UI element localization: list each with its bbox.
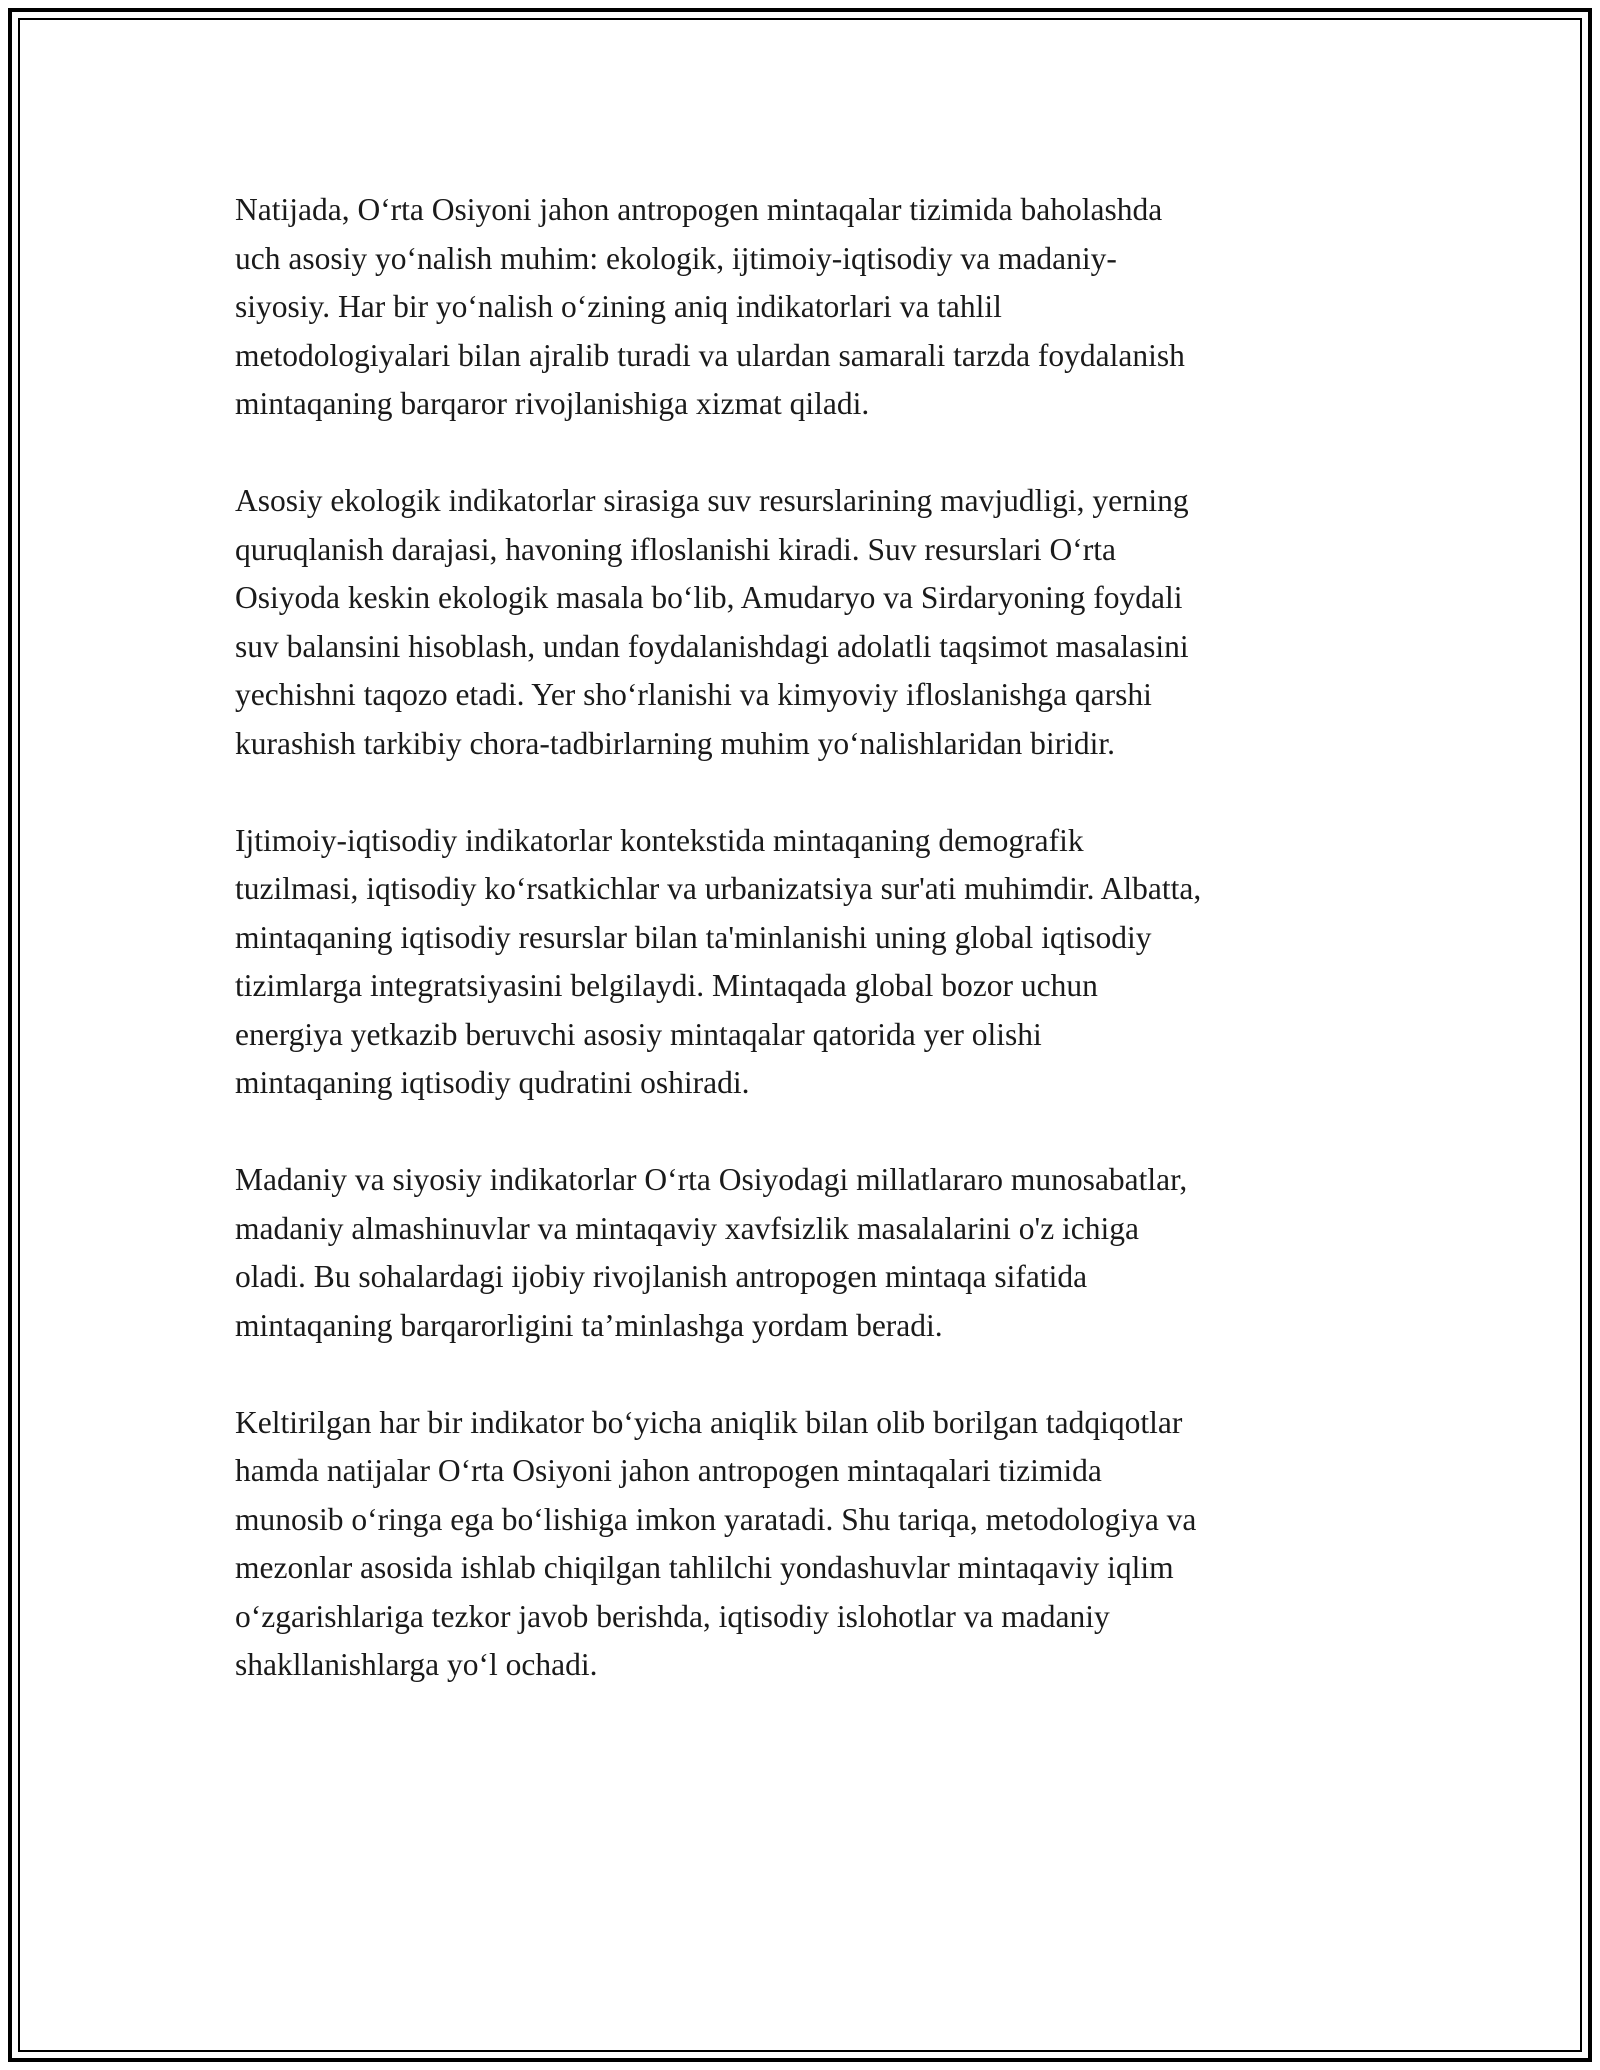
- text-line: uch asosiy yo‘nalish muhim: ekologik, ijtimoiy-iqtisodiy va madaniy-: [235, 240, 1117, 276]
- text-line: Keltirilgan har bir indikator bo‘yicha aniqlik bilan olib borilgan tadqiqotlar: [235, 1404, 1183, 1440]
- text-line: tuzilmasi, iqtisodiy ko‘rsatkichlar va urbanizatsiya sur'ati muhimdir. Albatta,: [235, 871, 1202, 906]
- document-body: [235, 186, 1375, 1738]
- text-line: kurashish tarkibiy chora-tadbirlarning muhim yo‘nalishlaridan biridir.: [235, 725, 1116, 761]
- text-line: mintaqaning iqtisodiy resurslar bilan ta'minlanishi uning global iqtisodiy: [235, 919, 1152, 955]
- paragraph-5: [235, 1399, 1375, 1690]
- text-line: Ijtimoiy-iqtisodiy indikatorlar kontekstida mintaqaning demografik: [235, 822, 1084, 858]
- text-line: siyosiy. Har bir yo‘nalish o‘zining aniq indikatorlari va tahlil: [235, 289, 1002, 324]
- text-line: mintaqaning iqtisodiy qudratini oshiradi.: [235, 1065, 750, 1100]
- text-line: hamda natijalar O‘rta Osiyoni jahon antropogen mintaqalari tizimida: [235, 1453, 1102, 1488]
- text-line: shakllanishlarga yo‘l ochadi.: [235, 1647, 598, 1682]
- text-line: o‘zgarishlariga tezkor javob berishda, iqtisodiy islohotlar va madaniy: [235, 1598, 1110, 1634]
- text-line: Natijada, O‘rta Osiyoni jahon antropogen mintaqalar tizimida baholashda: [235, 192, 1163, 227]
- text-line: munosib o‘ringa ega bo‘lishiga imkon yaratadi. Shu tariqa, metodologiya va: [235, 1501, 1197, 1537]
- text-line: mintaqaning barqarorligini ta’minlashga yordam beradi.: [235, 1307, 943, 1343]
- text-line: Osiyoda keskin ekologik masala bo‘lib, Amudaryo va Sirdaryoning foydali: [235, 580, 1183, 615]
- text-line: energiya yetkazib beruvchi asosiy mintaqalar qatorida yer olishi: [235, 1016, 1042, 1052]
- paragraph-4: [235, 1156, 1375, 1350]
- text-line: Asosiy ekologik indikatorlar sirasiga suv resurslarining mavjudligi, yerning: [235, 483, 1189, 518]
- text-line: yechishni taqozo etadi. Yer sho‘rlanishi va kimyoviy ifloslanishga qarshi: [235, 677, 1152, 712]
- text-line: mintaqaning barqaror rivojlanishiga xizmat qiladi.: [235, 386, 870, 421]
- paragraph-3: [235, 817, 1375, 1108]
- text-line: suv balansini hisoblash, undan foydalanishdagi adolatli taqsimot masalasini: [235, 628, 1189, 664]
- text-line: mezonlar asosida ishlab chiqilgan tahlilchi yondashuvlar mintaqaviy iqlim: [235, 1550, 1174, 1585]
- text-line: oladi. Bu sohalardagi ijobiy rivojlanish antropogen mintaqa sifatida: [235, 1259, 1088, 1294]
- paragraph-2: [235, 477, 1375, 768]
- paragraph-1: [235, 186, 1375, 429]
- text-line: Madaniy va siyosiy indikatorlar O‘rta Osiyodagi millatlararo munosabatlar,: [235, 1162, 1188, 1197]
- text-line: madaniy almashinuvlar va mintaqaviy xavfsizlik masalalarini o'z ichiga: [235, 1210, 1140, 1246]
- text-line: quruqlanish darajasi, havoning ifloslanishi kiradi. Suv resurslari O‘rta: [235, 531, 1116, 567]
- text-line: metodologiyalari bilan ajralib turadi va ulardan samarali tarzda foydalanish: [235, 337, 1185, 373]
- text-line: tizimlarga integratsiyasini belgilaydi. Mintaqada global bozor uchun: [235, 968, 1098, 1003]
